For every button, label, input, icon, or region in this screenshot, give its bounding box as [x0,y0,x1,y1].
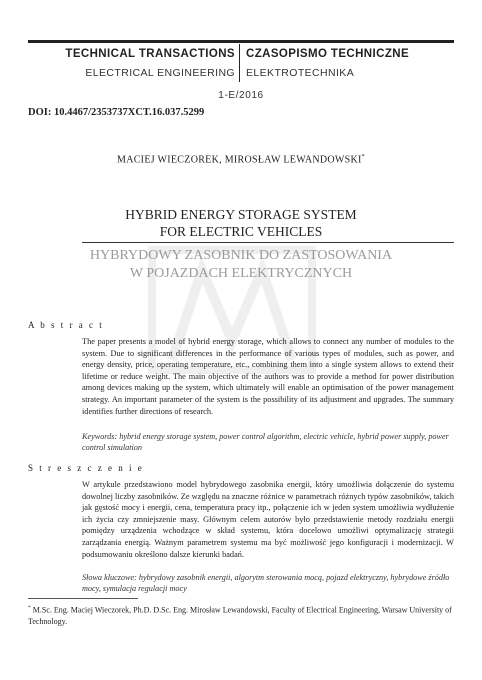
slowa-kluczowe [82,572,454,594]
paper-title-pl-line1: HYBRYDOWY ZASOBNIK DO ZASTOSOWANIA [89,248,393,263]
footnote-text: M.Sc. Eng. Maciej Wieczorek, Ph.D. D.Sc. Eng. Mirosław Lewandowski, Faculty of Electrical Engineering, Warsaw University of Technology. [28,605,452,626]
journal-subtitle-en: ELECTRICAL ENGINEERING [85,67,235,79]
slowa-kluczowe-label: Słowa kluczowe: [82,573,137,582]
streszczenie-heading: S t r e s z c z e n i e [28,463,144,473]
paper-title-en-line1: HYBRID ENERGY STORAGE SYSTEM [125,207,357,222]
doi-link[interactable]: DOI: 10.4467/2353737XCT.16.037.5299 [28,107,205,118]
issue-number: 1-E/2016 [218,90,264,101]
paper-title-pl-line2: W POJAZDACH ELEKTRYCZNYCH [129,266,353,281]
author-list [0,154,482,165]
keywords-label: Keywords: [82,432,118,441]
footnote-rule [28,598,138,599]
authors-footnote-mark: * [361,154,365,160]
streszczenie-body: W artykule przedstawiono model hybrydowego zasobnika energii, który umożliwia dołączenie do systemu dowolnej liczby zasobników. Ze względu na znaczne różnice w parametrach różnych typów zasobników, takich jak gęstość mocy i energii, cena, temperatura pracy itp., połączenie ich w jeden system umożliwia wydłużenie ich życia czy zmniejszenie masy. Głównym celem autorów było przedstawienie metody rozdziału energii pomiędzy urządzenia wchodzące w skład systemu, która docelowo umożliwi optymalizację strategii zarządzania energią. Ważnym parametrem systemu ma być możliwość jego konfiguracji i modernizacji. W podsumowaniu określono dalsze kierunki badań. [82,480,454,559]
footnote-mark: * [28,605,31,611]
footnote [28,603,454,627]
paper-title-pl [0,247,482,283]
keywords-text: hybrid energy storage system, power control algorithm, electric vehicle, hybrid power supply, power control simulation [82,432,449,452]
journal-title-en: TECHNICAL TRANSACTIONS [65,48,235,60]
abstract-heading: A b s t r a c t [28,320,104,330]
header-top-rule [28,40,454,43]
journal-subtitle-pl: ELEKTROTECHNIKA [246,67,355,79]
paper-title-en [0,206,482,240]
paper-title-en-line2: FOR ELECTRIC VEHICLES [159,224,323,239]
title-divider [82,242,454,243]
authors-names: MACIEJ WIECZOREK, MIROSŁAW LEWANDOWSKI [117,154,362,166]
slowa-kluczowe-text: hybrydowy zasobnik energii, algorytm sterowania mocą, pojazd elektryczny, hybrydowe źródło mocy, symulacja regulacji mocy [82,573,450,593]
header-vertical-separator [239,44,240,82]
journal-title-pl: CZASOPISMO TECHNICZNE [246,48,410,60]
keywords [82,431,454,453]
abstract-body: The paper presents a model of hybrid energy storage, which allows to connect any number of modules to the system. Due to significant differences in the performance of various types of modules, such as power, and energy density, price, operating temperature, etc., combining them into a single system allows to extend their lifetime or reduce weight. The main objective of the authors was to provide a method for power distribution among devices making up the system, which ultimately will enable an optimisation of the power management strategy. An important parameter of the system is the possibility of its adjustment and upgrades. The summary identifies further directions of research. [82,337,454,416]
